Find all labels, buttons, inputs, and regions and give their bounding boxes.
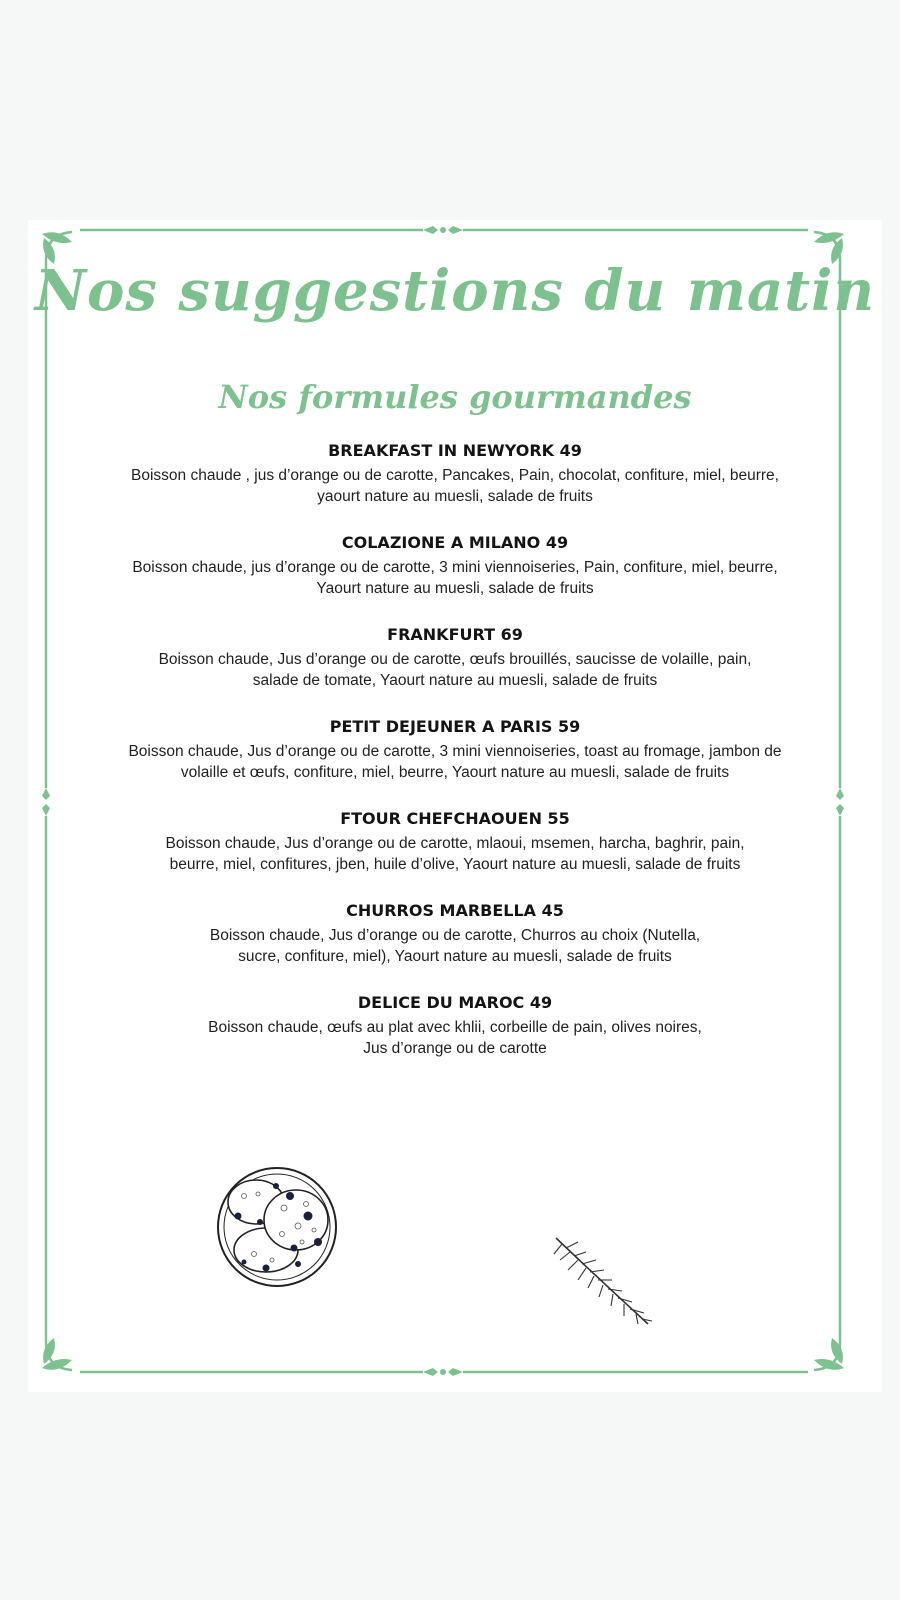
menu-item-description xyxy=(68,833,842,875)
menu-item-description xyxy=(68,465,842,507)
pancake-plate-icon xyxy=(214,1164,340,1290)
menu-item-description-line: Boisson chaude, Jus d’orange ou de carotte, 3 mini viennoiseries, toast au fromage, jambon de xyxy=(128,743,782,760)
menu-subtitle: Nos formules gourmandes xyxy=(218,378,692,416)
menu-item-name: PETIT DEJEUNER A PARIS 59 xyxy=(329,717,581,736)
rosemary-sprig-icon xyxy=(548,1228,658,1338)
menu-item-description xyxy=(68,1017,842,1059)
menu-item-description-line: Yaourt nature au muesli, salade de fruits xyxy=(316,580,594,597)
menu-item-colazione-milano xyxy=(68,532,842,624)
menu-item-description-line: Boisson chaude , jus d’orange ou de carotte, Pancakes, Pain, chocolat, confiture, miel, beurre, xyxy=(131,467,779,484)
menu-item-description-line: Boisson chaude, Jus d’orange ou de carotte, mlaoui, msemen, harcha, baghrir, pain, xyxy=(165,835,745,852)
menu-item-description-line: beurre, miel, confitures, jben, huile d’olive, Yaourt nature au muesli, salade de fruits xyxy=(169,856,741,873)
menu-item-description-line: Boisson chaude, œufs au plat avec khlii, corbeille de pain, olives noires, xyxy=(208,1019,702,1036)
menu-item-description-line: salade de tomate, Yaourt nature au muesli, salade de fruits xyxy=(252,672,658,689)
menu-item-delice-maroc xyxy=(68,992,842,1084)
menu-item-frankfurt xyxy=(68,624,842,716)
menu-item-description-line: yaourt nature au muesli, salade de fruits xyxy=(317,488,593,505)
menu-item-name: COLAZIONE A MILANO 49 xyxy=(341,533,569,552)
menu-item-description-line: Jus d’orange ou de carotte xyxy=(363,1040,547,1057)
menu-item-breakfast-newyork xyxy=(68,440,842,532)
menu-item-description xyxy=(68,649,842,691)
menu-item-name: DELICE DU MAROC 49 xyxy=(357,993,553,1012)
menu-item-description xyxy=(68,741,842,783)
menu-item-description xyxy=(68,925,842,967)
menu-item-description-line: Boisson chaude, Jus d’orange ou de carotte, Churros au choix (Nutella, xyxy=(209,927,701,944)
menu-item-petit-dejeuner-paris xyxy=(68,716,842,808)
menu-item-description-line: sucre, confiture, miel), Yaourt nature au muesli, salade de fruits xyxy=(238,948,672,965)
menu-item-name: FRANKFURT 69 xyxy=(387,625,523,644)
menu-item-name: BREAKFAST IN NEWYORK 49 xyxy=(328,441,582,460)
menu-items-list xyxy=(68,440,842,1084)
menu-item-description-line: volaille et œufs, confiture, miel, beurre, Yaourt nature au muesli, salade de fruits xyxy=(180,764,730,781)
menu-title: Nos suggestions du matin xyxy=(34,258,876,324)
menu-card xyxy=(28,220,882,1392)
menu-item-churros-marbella xyxy=(68,900,842,992)
menu-item-name: FTOUR CHEFCHAOUEN 55 xyxy=(340,809,570,828)
menu-item-name: CHURROS MARBELLA 45 xyxy=(346,901,564,920)
menu-item-description xyxy=(68,557,842,599)
menu-item-description-line: Boisson chaude, Jus d’orange ou de carotte, œufs brouillés, saucisse de volaille, pain, xyxy=(158,651,752,668)
menu-item-description-line: Boisson chaude, jus d’orange ou de carotte, 3 mini viennoiseries, Pain, confiture, miel, beurre, xyxy=(132,559,778,576)
menu-item-ftour-chefchaouen xyxy=(68,808,842,900)
